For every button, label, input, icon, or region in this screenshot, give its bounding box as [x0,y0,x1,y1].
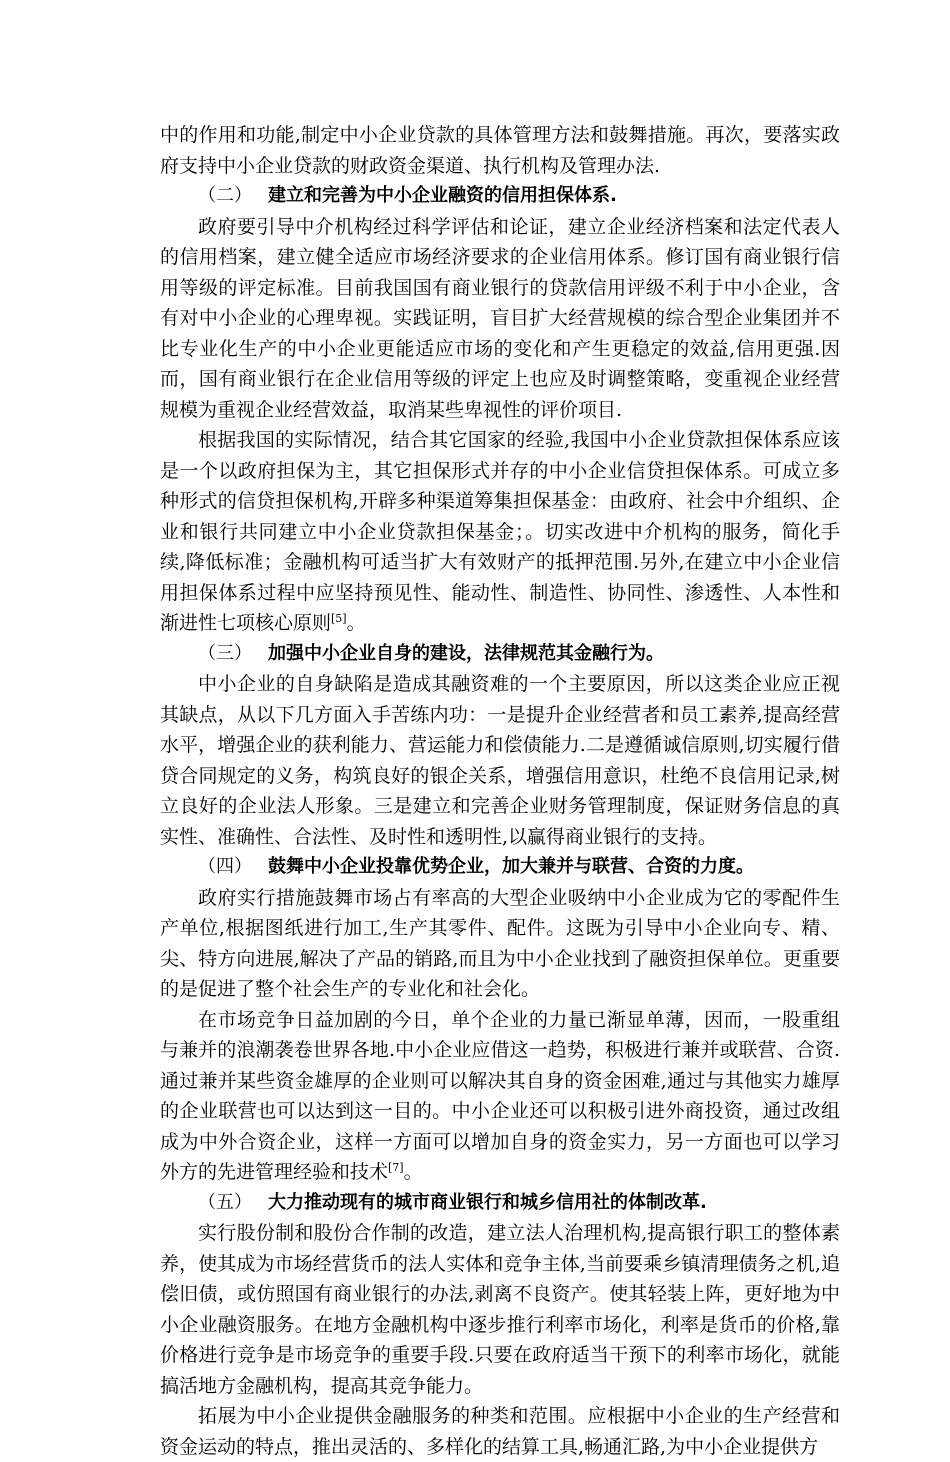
citation-reference: [5] [331,612,347,625]
paragraph: 拓展为中小企业提供金融服务的种类和范围。应根据中小企业的生产经营和资金运动的特点，推出灵活的、多样化的结算工具,畅通汇路,为中小企业提供方 [160,1405,840,1458]
paragraph-text: 根据我国的实际情况，结合其它国家的经验,我国中小企业贷款担保体系应该是一个以政府担保为主，其它担保形式并存的中小企业信贷担保体系。可成立多种形式的信贷担保机构,开辟多种渠道筹集担保基金：由政府、社会中介组织、企业和银行共同建立中小企业贷款担保基金；。切实改进中介机构的服务，简化手续,降低标准；金融机构可适当扩大有效财产的抵押范围.另外,在建立中小企业信用担保体系过程中应坚持预见性、能动性、制造性、协同性、渗透性、人本性和渐进性七项核心原则 [160,429,840,634]
section-title: 大力推动现有的城市商业银行和城乡信用社的体制改革. [268,1191,707,1213]
paragraph [160,1005,840,1188]
section-title: 加强中小企业自身的建设，法律规范其金融行为。 [268,642,664,664]
section-number: （四） [198,856,252,877]
paragraph: 政府要引导中介机构经过科学评估和论证，建立企业经济档案和法定代表人的信用档案，建立健全适应市场经济要求的企业信用体系。修订国有商业银行信用等级的评定标准。目前我国国有商业银行的贷款信用评级不利于中小企业，含有对中小企业的心理卑视。实践证明，盲目扩大经营规模的综合型企业集团并不比专业化生产的中小企业更能适应市场的变化和产生更稳定的效益,信用更强.因而，国有商业银行在企业信用等级的评定上也应及时调整策略，变重视企业经营规模为重视企业经营效益，取消某些卑视性的评价项目. [160,215,840,421]
paragraph: 政府实行措施鼓舞市场占有率高的大型企业吸纳中小企业成为它的零配件生产单位,根据图纸进行加工,生产其零件、配件。这既为引导中小企业向专、精、尖、特方向进展,解决了产品的销路,而且为中小企业找到了融资担保单位。更重要的是促进了整个社会生产的专业化和社会化。 [160,886,840,1000]
citation-reference: [7] [388,1161,404,1174]
paragraph: 实行股份制和股份合作制的改造，建立法人治理机构,提高银行职工的整体素养，使其成为市场经营货币的法人实体和竞争主体,当前要乘乡镇清理债务之机,追偿旧债，或仿照国有商业银行的办法,剥离不良资产。使其轻装上阵，更好地为中小企业融资服务。在地方金融机构中逐步推行利率市场化，利率是货币的价格,靠价格进行竞争是市场竞争的重要手段.只要在政府适当干预下的利率市场化，就能搞活地方金融机构，提高其竞争能力。 [160,1222,840,1397]
section-title: 建立和完善为中小企业融资的信用担保体系. [268,185,617,206]
paragraph: 中小企业的自身缺陷是造成其融资难的一个主要原因，所以这类企业应正视其缺点，从以下几方面入手苦练内功：一是提升企业经营者和员工素养,提高经营水平，增强企业的获利能力、营运能力和偿债能力.二是遵循诚信原则,切实履行借贷合同规定的义务，构筑良好的银企关系，增强信用意识，杜绝不良信用记录,树立良好的企业法人形象。三是建立和完善企业财务管理制度，保证财务信息的真实性、准确性、合法性、及时性和透明性,以赢得商业银行的支持。 [160,673,840,848]
section-number: （二） [198,185,252,206]
section-number: （三） [198,642,252,664]
paragraph-end: 。 [346,612,366,634]
section-heading-4 [160,852,840,883]
document-page [160,120,840,1462]
paragraph-end: 。 [403,1161,423,1183]
paragraph-text: 在市场竞争日益加剧的今日，单个企业的力量已渐显单薄，因而，一股重组与兼并的浪潮袭卷世界各地.中小企业应借这一趋势，积极进行兼并或联营、合资.通过兼并某些资金雄厚的企业则可以解决其自身的资金困难,通过与其他实力雄厚的企业联营也可以达到这一目的。中小企业还可以积极引进外商投资，通过改组成为中外合资企业，这样一方面可以增加自身的资金实力，另一方面也可以学习外方的先进管理经验和技术 [160,1008,840,1183]
section-heading-5 [160,1188,840,1219]
section-heading-3 [160,639,840,670]
paragraph-continuation: 中的作用和功能,制定中小企业贷款的具体管理方法和鼓舞措施。再次，要落实政府支持中小企业贷款的财政资金渠道、执行机构及管理办法. [160,124,840,177]
section-title: 鼓舞中小企业投靠优势企业，加大兼并与联营、合资的力度。 [268,856,754,877]
paragraph [160,425,840,639]
section-number: （五） [198,1191,252,1213]
section-heading-2 [160,181,840,212]
